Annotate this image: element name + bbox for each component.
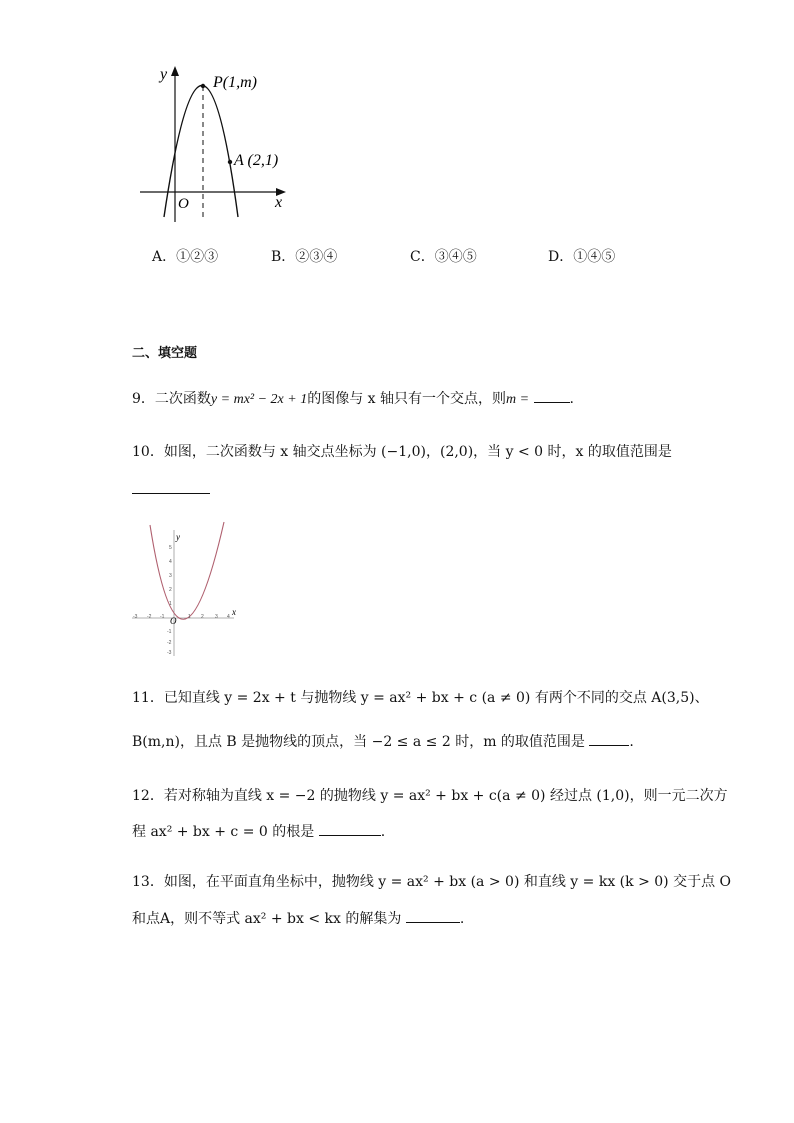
choice-b[interactable] bbox=[271, 246, 337, 266]
question-9 bbox=[132, 388, 574, 410]
origin-label: O bbox=[178, 196, 189, 212]
choice-c-text: ③④⑤ bbox=[434, 249, 477, 265]
question-12-line-1: 12．若对称轴为直线 x = −2 的抛物线 y = ax² + bx + c(a ≠ 0) 经过点 (1,0)，则一元二次方 bbox=[132, 788, 728, 804]
choice-d-letter: D． bbox=[548, 249, 574, 265]
y-tick-3: 3 bbox=[169, 573, 172, 579]
q9-expr: y = mx² − 2x + 1 bbox=[210, 392, 308, 407]
y-tick-5: 5 bbox=[169, 545, 172, 551]
x-tick-neg2: -2 bbox=[147, 614, 152, 620]
choice-a-text: ①②③ bbox=[176, 249, 219, 265]
q10-answer-blank[interactable] bbox=[132, 493, 210, 494]
y-tick-neg1: -1 bbox=[167, 629, 172, 635]
choice-d[interactable] bbox=[548, 246, 615, 266]
x-tick-neg3: -3 bbox=[133, 614, 138, 620]
x-tick-neg1: -1 bbox=[160, 614, 165, 620]
y-axis-label: y bbox=[176, 532, 180, 542]
y-tick-2: 2 bbox=[169, 587, 172, 593]
y-tick-neg3: -3 bbox=[167, 650, 172, 656]
y-axis-label: y bbox=[160, 66, 168, 83]
q9-end: . bbox=[569, 391, 574, 407]
figure-parabola-p-a bbox=[130, 62, 300, 227]
q11-line-2-text: B(m,n)，且点 B 是抛物线的顶点，当 −2 ≤ a ≤ 2 时，m 的取值范围是 bbox=[132, 734, 585, 750]
point-a-label: A (2,1) bbox=[234, 152, 279, 169]
q12-answer-blank[interactable] bbox=[319, 821, 381, 836]
choice-b-letter: B． bbox=[271, 249, 296, 265]
x-tick-1: 1 bbox=[188, 614, 191, 620]
x-axis-label: x bbox=[232, 607, 236, 617]
q13-end: . bbox=[459, 911, 465, 927]
choice-c-letter: C． bbox=[410, 249, 435, 265]
q12-end: . bbox=[380, 824, 386, 840]
choice-b-text: ②③④ bbox=[295, 249, 338, 265]
question-11-line-2 bbox=[132, 731, 634, 752]
x-tick-3: 3 bbox=[215, 614, 218, 620]
question-11-line-1: 11．已知直线 y = 2x + t 与抛物线 y = ax² + bx + c (a ≠ 0) 有两个不同的交点 A(3,5)、 bbox=[132, 690, 709, 706]
q9-ans-prefix: m = bbox=[506, 392, 530, 407]
q9-text-a: 9．二次函数 bbox=[132, 391, 211, 407]
section-title: 二、填空题 bbox=[132, 346, 198, 361]
choice-c[interactable] bbox=[410, 246, 477, 266]
q13-answer-blank[interactable] bbox=[406, 908, 460, 923]
y-axis-arrow bbox=[171, 66, 179, 76]
point-a bbox=[228, 160, 232, 164]
choice-a[interactable] bbox=[152, 246, 218, 266]
q13-line-2-text: 和点A，则不等式 ax² + bx < kx 的解集为 bbox=[132, 911, 402, 927]
question-12-line-2 bbox=[132, 821, 385, 842]
y-tick-1: 1 bbox=[169, 601, 172, 607]
q11-answer-blank[interactable] bbox=[589, 731, 629, 746]
choice-d-text: ①④⑤ bbox=[573, 249, 616, 265]
q9-answer-blank[interactable] bbox=[534, 388, 570, 403]
choice-a-letter: A． bbox=[152, 249, 177, 265]
question-13-line-1: 13．如图，在平面直角坐标中，抛物线 y = ax² + bx (a > 0) 和直线 y = kx (k > 0) 交于点 O bbox=[132, 874, 731, 890]
q12-line-2-text: 程 ax² + bx + c = 0 的根是 bbox=[132, 824, 315, 840]
y-tick-neg2: -2 bbox=[167, 640, 172, 646]
question-10: 10．如图，二次函数与 x 轴交点坐标为 (−1,0)，(2,0)，当 y < 0 时，x 的取值范围是 bbox=[132, 444, 672, 460]
point-p-label: P(1,m) bbox=[213, 74, 257, 91]
x-axis-label: x bbox=[275, 194, 283, 211]
parabola-curve bbox=[150, 522, 224, 619]
figure-parabola-small bbox=[130, 520, 242, 660]
x-tick-4: 4 bbox=[227, 614, 230, 620]
q11-end: . bbox=[629, 734, 634, 750]
y-tick-4: 4 bbox=[169, 559, 172, 565]
q9-text-b: 的图像与 x 轴只有一个交点，则 bbox=[307, 391, 507, 407]
question-13-line-2 bbox=[132, 908, 464, 929]
origin-label: O bbox=[170, 616, 177, 626]
x-tick-2: 2 bbox=[201, 614, 204, 620]
point-p bbox=[201, 84, 205, 88]
